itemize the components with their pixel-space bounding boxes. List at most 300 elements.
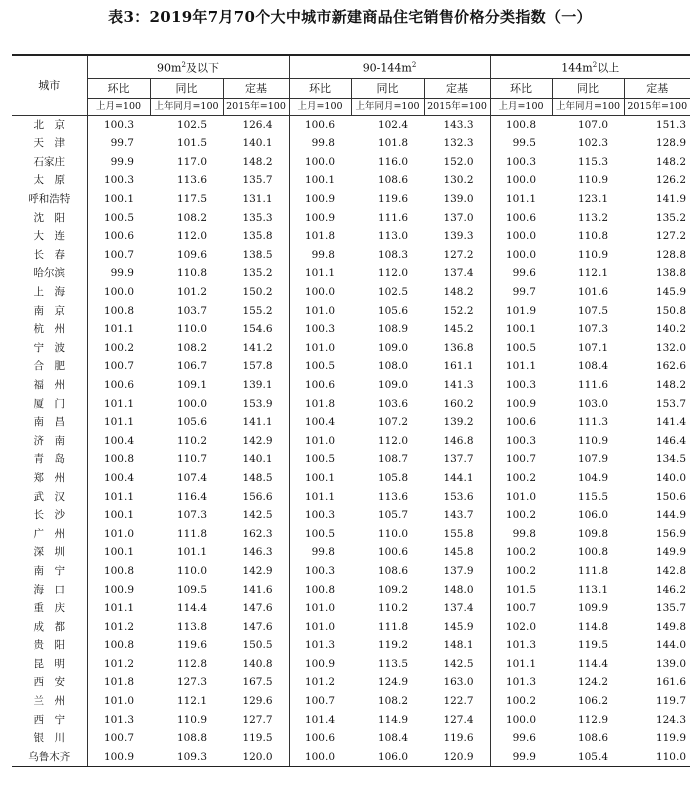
value-cell: 101.0 <box>304 620 335 633</box>
value-cell: 140.2 <box>655 323 686 336</box>
value-cell: 119.6 <box>176 639 207 652</box>
value-cell: 144.9 <box>655 509 686 522</box>
city-cell: 乌鲁木齐 <box>12 748 87 767</box>
table-row <box>12 357 690 376</box>
value-cell: 99.7 <box>110 137 134 150</box>
value-cell: 135.8 <box>223 227 289 246</box>
value-cell: 146.4 <box>655 434 686 447</box>
value-cell: 100.7 <box>505 602 536 615</box>
value-cell: 105.6 <box>176 416 207 429</box>
value-cell: 99.8 <box>311 137 335 150</box>
table-row <box>12 673 690 692</box>
value-cell: 100.4 <box>103 434 134 447</box>
value-cell: 100.2 <box>505 546 536 559</box>
value-cell: 167.5 <box>223 673 289 692</box>
value-cell: 101.2 <box>103 620 134 633</box>
value-cell: 108.8 <box>176 732 207 745</box>
value-cell: 100.4 <box>304 416 335 429</box>
value-cell: 101.5 <box>505 583 536 596</box>
value-cell: 101.1 <box>505 657 536 670</box>
value-cell: 148.2 <box>655 378 686 391</box>
table-row <box>12 376 690 395</box>
value-cell: 100.6 <box>103 230 134 243</box>
value-cell: 100.8 <box>103 639 134 652</box>
value-cell: 141.6 <box>223 581 289 600</box>
value-cell: 113.8 <box>176 620 207 633</box>
value-cell: 106.2 <box>577 695 608 708</box>
value-cell: 113.5 <box>377 657 408 670</box>
value-cell: 100.9 <box>87 748 150 767</box>
value-cell: 99.7 <box>512 286 536 298</box>
value-cell: 135.3 <box>223 209 289 228</box>
yoy-header: 同比 <box>150 78 223 98</box>
group-header-small: $90m^2$及以下 <box>87 55 289 78</box>
value-cell: 155.8 <box>424 525 490 544</box>
city-cell: 大 连 <box>12 227 87 246</box>
value-cell: 101.5 <box>176 137 207 150</box>
value-cell: 100.0 <box>505 174 536 187</box>
value-cell: 150.6 <box>655 490 686 503</box>
value-cell: 109.0 <box>377 341 408 354</box>
value-cell: 151.3 <box>655 118 686 131</box>
value-cell: 135.7 <box>223 171 289 190</box>
value-cell: 152.0 <box>424 153 490 172</box>
value-cell: 146.3 <box>223 543 289 562</box>
value-cell: 99.9 <box>490 748 552 767</box>
value-cell: 101.1 <box>103 416 134 429</box>
value-cell: 112.1 <box>577 267 608 280</box>
value-cell: 161.6 <box>655 676 686 689</box>
value-cell: 100.0 <box>289 748 351 767</box>
value-cell: 100.6 <box>103 378 134 391</box>
value-cell: 110.9 <box>577 434 608 447</box>
value-cell: 101.2 <box>176 286 207 298</box>
value-cell: 99.9 <box>110 155 134 168</box>
value-cell: 101.2 <box>103 657 134 670</box>
table-row <box>12 618 690 637</box>
value-cell: 100.8 <box>505 118 536 131</box>
value-cell: 131.1 <box>223 190 289 209</box>
value-cell: 100.8 <box>103 304 134 317</box>
table-row <box>12 283 690 302</box>
value-cell: 150.5 <box>223 636 289 655</box>
city-cell: 杭 州 <box>12 320 87 339</box>
value-cell: 100.5 <box>304 360 335 373</box>
table-row <box>12 190 690 209</box>
value-cell: 110.0 <box>624 748 690 767</box>
value-cell: 101.3 <box>304 639 335 652</box>
value-cell: 100.6 <box>304 732 335 745</box>
value-cell: 100.3 <box>304 509 335 522</box>
value-cell: 100.1 <box>304 471 335 484</box>
city-cell: 南 昌 <box>12 413 87 432</box>
value-cell: 103.0 <box>577 397 608 410</box>
mom-header: 环比 <box>490 78 552 98</box>
table-row <box>12 320 690 339</box>
value-cell: 152.2 <box>424 302 490 321</box>
value-cell: 100.3 <box>505 434 536 447</box>
value-cell: 109.8 <box>577 527 608 540</box>
value-cell: 105.6 <box>377 304 408 317</box>
value-cell: 100.5 <box>304 453 335 466</box>
value-cell: 100.0 <box>304 155 335 168</box>
table-row <box>12 209 690 228</box>
table-row <box>12 506 690 525</box>
city-cell: 郑 州 <box>12 469 87 488</box>
value-cell: 110.0 <box>176 564 207 577</box>
value-cell: 100.5 <box>304 527 335 540</box>
value-cell: 146.8 <box>424 432 490 451</box>
table-row <box>12 227 690 246</box>
yoy-base: 上年同月=100 <box>150 98 223 115</box>
value-cell: 101.0 <box>103 527 134 540</box>
value-cell: 108.6 <box>577 732 608 745</box>
city-cell: 长 春 <box>12 246 87 265</box>
value-cell: 108.4 <box>377 732 408 745</box>
value-cell: 142.5 <box>424 655 490 674</box>
table-row <box>12 636 690 655</box>
value-cell: 156.9 <box>655 527 686 540</box>
city-cell: 海 口 <box>12 581 87 600</box>
value-cell: 103.7 <box>176 304 207 317</box>
value-cell: 111.8 <box>377 620 408 633</box>
value-cell: 141.2 <box>223 339 289 358</box>
value-cell: 139.1 <box>223 376 289 395</box>
value-cell: 114.4 <box>577 657 608 670</box>
value-cell: 107.5 <box>577 304 608 317</box>
value-cell: 137.4 <box>424 599 490 618</box>
value-cell: 148.5 <box>223 469 289 488</box>
value-cell: 100.1 <box>505 323 536 336</box>
value-cell: 102.4 <box>377 118 408 131</box>
value-cell: 107.3 <box>577 323 608 336</box>
city-cell: 青 岛 <box>12 450 87 469</box>
value-cell: 100.4 <box>103 471 134 484</box>
city-cell: 济 南 <box>12 432 87 451</box>
value-cell: 108.6 <box>377 174 408 187</box>
value-cell: 153.6 <box>424 488 490 507</box>
value-cell: 117.0 <box>176 155 207 168</box>
table-row <box>12 339 690 358</box>
value-cell: 119.6 <box>377 193 408 206</box>
value-cell: 110.2 <box>377 602 408 615</box>
value-cell: 100.8 <box>103 564 134 577</box>
value-cell: 145.9 <box>424 618 490 637</box>
value-cell: 101.6 <box>577 286 608 298</box>
value-cell: 119.6 <box>424 729 490 748</box>
value-cell: 157.8 <box>223 357 289 376</box>
value-cell: 113.0 <box>377 230 408 243</box>
value-cell: 108.3 <box>377 248 408 261</box>
fixed-base: 2015年=100 <box>424 98 490 115</box>
table-row <box>12 432 690 451</box>
group-header-medium: $90-144m^2$ <box>289 55 490 78</box>
value-cell: 119.7 <box>655 695 686 708</box>
value-cell: 127.7 <box>223 711 289 730</box>
value-cell: 153.9 <box>223 395 289 414</box>
value-cell: 112.0 <box>377 434 408 447</box>
value-cell: 108.7 <box>377 453 408 466</box>
city-cell: 西 宁 <box>12 711 87 730</box>
price-index-table <box>12 54 690 767</box>
value-cell: 107.3 <box>176 509 207 522</box>
value-cell: 100.3 <box>505 155 536 168</box>
value-cell: 111.8 <box>577 564 608 577</box>
city-header: 城市 <box>12 55 87 115</box>
value-cell: 145.8 <box>424 543 490 562</box>
city-cell: 广 州 <box>12 525 87 544</box>
table-row <box>12 543 690 562</box>
value-cell: 100.1 <box>103 509 134 522</box>
value-cell: 100.6 <box>304 118 335 131</box>
value-cell: 100.2 <box>505 695 536 708</box>
value-cell: 99.6 <box>512 732 536 745</box>
value-cell: 110.9 <box>176 713 207 726</box>
value-cell: 99.5 <box>512 137 536 150</box>
value-cell: 140.0 <box>655 471 686 484</box>
yoy-base: 上年同月=100 <box>552 98 624 115</box>
header-row-base <box>12 98 690 115</box>
value-cell: 102.3 <box>577 137 608 150</box>
value-cell: 111.6 <box>577 378 608 391</box>
value-cell: 113.1 <box>577 583 608 596</box>
value-cell: 110.9 <box>577 174 608 187</box>
mom-header: 环比 <box>87 78 150 98</box>
table-row <box>12 599 690 618</box>
value-cell: 117.5 <box>176 193 207 206</box>
value-cell: 109.2 <box>377 583 408 596</box>
value-cell: 124.2 <box>577 676 608 689</box>
value-cell: 154.6 <box>223 320 289 339</box>
value-cell: 109.1 <box>176 378 207 391</box>
value-cell: 139.3 <box>424 227 490 246</box>
table-row <box>12 525 690 544</box>
value-cell: 129.6 <box>223 692 289 711</box>
city-cell: 北 京 <box>12 115 87 134</box>
value-cell: 100.5 <box>505 341 536 354</box>
city-cell: 重 庆 <box>12 599 87 618</box>
value-cell: 100.9 <box>304 193 335 206</box>
value-cell: 128.8 <box>655 248 686 261</box>
value-cell: 111.3 <box>577 416 608 429</box>
table-row <box>12 134 690 153</box>
value-cell: 101.0 <box>103 695 134 708</box>
value-cell: 124.3 <box>655 713 686 726</box>
value-cell: 107.2 <box>377 416 408 429</box>
value-cell: 105.7 <box>377 509 408 522</box>
value-cell: 99.6 <box>512 267 536 280</box>
mom-header: 环比 <box>289 78 351 98</box>
value-cell: 139.0 <box>655 657 686 670</box>
value-cell: 137.7 <box>424 450 490 469</box>
value-cell: 145.2 <box>424 320 490 339</box>
value-cell: 137.4 <box>424 264 490 283</box>
value-cell: 146.2 <box>655 583 686 596</box>
value-cell: 100.8 <box>304 583 335 596</box>
value-cell: 100.5 <box>103 211 134 224</box>
value-cell: 108.2 <box>377 695 408 708</box>
value-cell: 106.7 <box>176 360 207 373</box>
mom-base: 上月=100 <box>87 98 150 115</box>
value-cell: 115.5 <box>577 490 608 503</box>
city-cell: 贵 阳 <box>12 636 87 655</box>
value-cell: 101.8 <box>377 137 408 150</box>
value-cell: 101.2 <box>304 676 335 689</box>
value-cell: 122.7 <box>424 692 490 711</box>
value-cell: 126.2 <box>655 174 686 187</box>
value-cell: 101.0 <box>304 341 335 354</box>
value-cell: 141.3 <box>424 376 490 395</box>
value-cell: 112.0 <box>176 230 207 243</box>
group-header-large: $144m^2$以上 <box>490 55 690 78</box>
value-cell: 101.1 <box>505 193 536 206</box>
value-cell: 112.8 <box>176 657 207 670</box>
value-cell: 139.0 <box>424 190 490 209</box>
value-cell: 149.8 <box>655 620 686 633</box>
value-cell: 116.4 <box>176 490 207 503</box>
fixed-header: 定基 <box>223 78 289 98</box>
value-cell: 111.6 <box>377 211 408 224</box>
value-cell: 127.3 <box>176 676 207 689</box>
value-cell: 102.5 <box>377 286 408 298</box>
price-index-table-container <box>12 54 690 767</box>
value-cell: 100.6 <box>304 378 335 391</box>
table-row <box>12 246 690 265</box>
value-cell: 101.1 <box>304 267 335 280</box>
value-cell: 141.4 <box>655 416 686 429</box>
table-title: 表3：2019年7月70个大中城市新建商品住宅销售价格分类指数（一） <box>108 8 592 26</box>
value-cell: 109.9 <box>577 602 608 615</box>
value-cell: 101.3 <box>505 639 536 652</box>
city-cell: 深 圳 <box>12 543 87 562</box>
table-row <box>12 711 690 730</box>
city-cell: 长 沙 <box>12 506 87 525</box>
table-row <box>12 581 690 600</box>
value-cell: 101.1 <box>103 323 134 336</box>
value-cell: 100.7 <box>304 695 335 708</box>
value-cell: 119.5 <box>577 639 608 652</box>
value-cell: 109.3 <box>150 748 223 767</box>
value-cell: 101.0 <box>304 434 335 447</box>
value-cell: 140.8 <box>223 655 289 674</box>
yoy-header: 同比 <box>552 78 624 98</box>
value-cell: 143.3 <box>424 115 490 134</box>
value-cell: 142.9 <box>223 562 289 581</box>
value-cell: 100.7 <box>505 453 536 466</box>
value-cell: 100.8 <box>103 453 134 466</box>
value-cell: 126.4 <box>223 115 289 134</box>
value-cell: 147.6 <box>223 618 289 637</box>
mom-base: 上月=100 <box>490 98 552 115</box>
value-cell: 100.3 <box>304 323 335 336</box>
value-cell: 150.2 <box>223 283 289 302</box>
value-cell: 100.3 <box>103 118 134 131</box>
value-cell: 101.8 <box>304 397 335 410</box>
city-cell: 上 海 <box>12 283 87 302</box>
value-cell: 140.1 <box>223 450 289 469</box>
fixed-header: 定基 <box>424 78 490 98</box>
value-cell: 100.6 <box>505 416 536 429</box>
table-row <box>12 692 690 711</box>
value-cell: 101.8 <box>304 230 335 243</box>
value-cell: 106.0 <box>351 748 424 767</box>
value-cell: 139.2 <box>424 413 490 432</box>
value-cell: 106.0 <box>577 509 608 522</box>
value-cell: 162.3 <box>223 525 289 544</box>
value-cell: 108.9 <box>377 323 408 336</box>
value-cell: 105.4 <box>552 748 624 767</box>
value-cell: 100.2 <box>505 471 536 484</box>
value-cell: 114.4 <box>176 602 207 615</box>
value-cell: 128.9 <box>655 137 686 150</box>
value-cell: 100.8 <box>577 546 608 559</box>
table-row <box>12 748 690 767</box>
value-cell: 150.8 <box>655 304 686 317</box>
value-cell: 127.2 <box>655 230 686 243</box>
value-cell: 148.2 <box>424 283 490 302</box>
value-cell: 155.2 <box>223 302 289 321</box>
value-cell: 123.1 <box>577 193 608 206</box>
value-cell: 100.2 <box>505 564 536 577</box>
value-cell: 102.5 <box>176 118 207 131</box>
value-cell: 108.4 <box>577 360 608 373</box>
value-cell: 100.0 <box>505 713 536 726</box>
city-cell: 石家庄 <box>12 153 87 172</box>
yoy-base: 上年同月=100 <box>351 98 424 115</box>
value-cell: 137.0 <box>424 209 490 228</box>
value-cell: 147.6 <box>223 599 289 618</box>
mom-base: 上月=100 <box>289 98 351 115</box>
value-cell: 108.0 <box>377 360 408 373</box>
value-cell: 99.8 <box>311 546 335 559</box>
value-cell: 100.0 <box>505 230 536 243</box>
value-cell: 142.8 <box>655 564 686 577</box>
table-row <box>12 171 690 190</box>
table-row <box>12 469 690 488</box>
value-cell: 101.1 <box>176 546 207 559</box>
value-cell: 101.1 <box>103 397 134 410</box>
value-cell: 104.9 <box>577 471 608 484</box>
value-cell: 100.3 <box>505 378 536 391</box>
value-cell: 110.0 <box>176 323 207 336</box>
value-cell: 107.4 <box>176 471 207 484</box>
table-row <box>12 655 690 674</box>
value-cell: 100.6 <box>377 546 408 559</box>
value-cell: 107.9 <box>577 453 608 466</box>
value-cell: 148.0 <box>424 581 490 600</box>
value-cell: 135.2 <box>223 264 289 283</box>
value-cell: 101.8 <box>103 676 134 689</box>
table-row <box>12 729 690 748</box>
value-cell: 105.8 <box>377 471 408 484</box>
value-cell: 143.7 <box>424 506 490 525</box>
city-cell: 南 京 <box>12 302 87 321</box>
city-cell: 哈尔滨 <box>12 264 87 283</box>
value-cell: 110.8 <box>176 267 207 280</box>
value-cell: 156.6 <box>223 488 289 507</box>
value-cell: 132.0 <box>655 341 686 354</box>
value-cell: 142.5 <box>223 506 289 525</box>
value-cell: 141.1 <box>223 413 289 432</box>
city-cell: 银 川 <box>12 729 87 748</box>
value-cell: 100.2 <box>505 509 536 522</box>
value-cell: 127.2 <box>424 246 490 265</box>
header-row-groups <box>12 55 690 78</box>
value-cell: 136.8 <box>424 339 490 358</box>
table-row <box>12 562 690 581</box>
city-cell: 太 原 <box>12 171 87 190</box>
value-cell: 109.5 <box>176 583 207 596</box>
